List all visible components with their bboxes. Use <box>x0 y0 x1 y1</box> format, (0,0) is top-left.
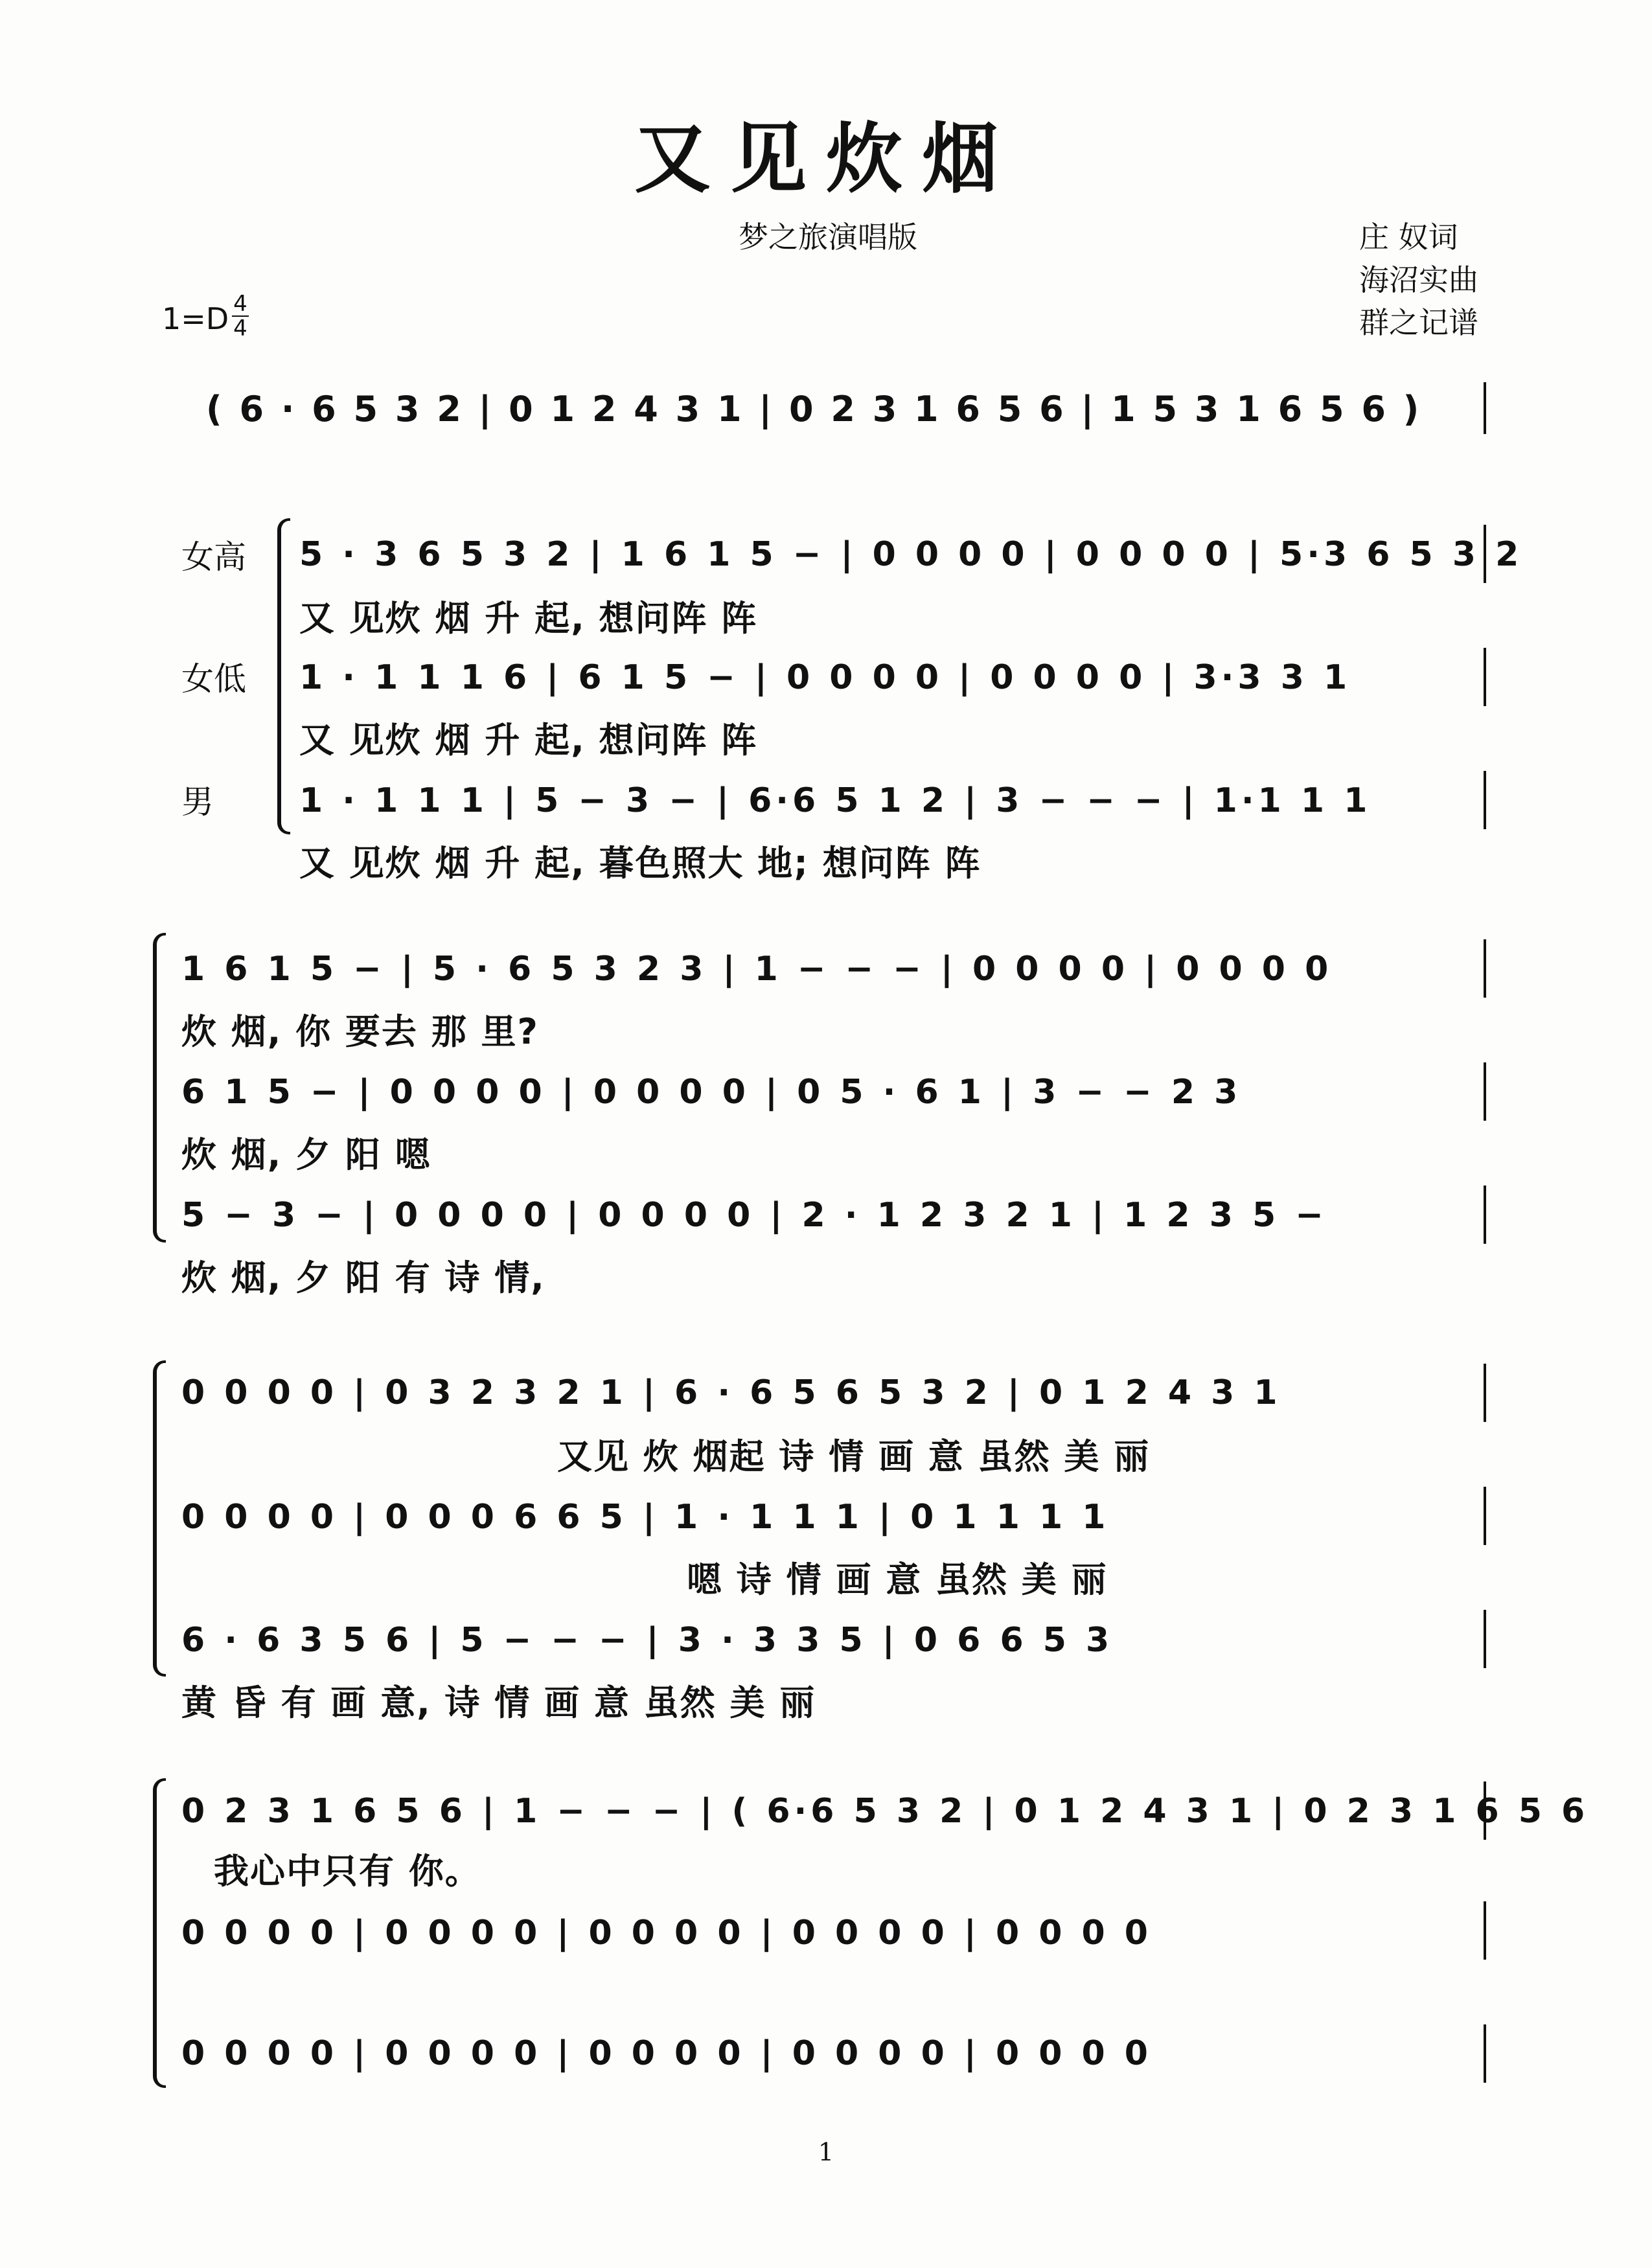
system3-soprano-notes: 0 0 0 0 | 0 3 2 3 2 1 | 6 · 6 5 6 5 3 2 | 0 1 2 4 3 1 <box>181 1373 1281 1412</box>
system3-alto-end-barline <box>1484 1487 1486 1545</box>
time-signature <box>232 293 249 339</box>
system4-soprano-lyrics: 我心中只有 你。 <box>214 1851 481 1892</box>
system2-alto-notes: 6 1 5 − | 0 0 0 0 | 0 0 0 0 | 0 5 · 6 1 | 3 − − 2 3 <box>181 1073 1242 1112</box>
system1-alto-lyrics: 又 见炊 烟 升 起, 想问阵 阵 <box>299 720 758 761</box>
time-numerator: 4 <box>233 291 247 317</box>
time-denominator: 4 <box>233 315 247 341</box>
system4-alto-end-barline <box>1484 1901 1486 1960</box>
system2-male-notes: 5 − 3 − | 0 0 0 0 | 0 0 0 0 | 2 · 1 2 3 2 1 | 1 2 3 5 − <box>181 1196 1327 1235</box>
system4-alto-notes: 0 0 0 0 | 0 0 0 0 | 0 0 0 0 | 0 0 0 0 | 0 0 0 0 <box>181 1914 1152 1953</box>
system3-male-end-barline <box>1484 1610 1486 1668</box>
transcriber-credit: 群之记谱 <box>1359 305 1478 340</box>
system2-brace <box>153 933 166 1243</box>
system4-male-end-barline <box>1484 2024 1486 2083</box>
system3-soprano-lyrics: 又见 炊 烟起 诗 情 画 意 虽然 美 丽 <box>557 1436 1151 1477</box>
lyricist-credit: 庄 奴词 <box>1359 220 1458 255</box>
system2-male-end-barline <box>1484 1186 1486 1244</box>
system1-soprano-end-barline <box>1484 525 1486 583</box>
system1-soprano-notes: 5 · 3 6 5 3 2 | 1 6 1 5 − | 0 0 0 0 | 0 0 0 0 | 5·3 6 5 3 2 <box>299 535 1523 574</box>
system2-alto-end-barline <box>1484 1062 1486 1121</box>
system3-brace <box>153 1360 166 1677</box>
system1-alto-notes: 1 · 1 1 1 6 | 6 1 5 − | 0 0 0 0 | 0 0 0 0 | 3·3 3 1 <box>299 658 1351 697</box>
intro-end-barline <box>1484 382 1486 434</box>
part-label-male: 男 <box>181 783 214 821</box>
system1-male-notes: 1 · 1 1 1 | 5 − 3 − | 6·6 5 1 2 | 3 − − − | 1·1 1 1 <box>299 781 1371 820</box>
composer-credit: 海沼实曲 <box>1359 262 1478 297</box>
system2-soprano-lyrics: 炊 烟, 你 要去 那 里? <box>181 1011 539 1052</box>
system3-male-notes: 6 · 6 3 5 6 | 5 − − − | 3 · 3 3 5 | 0 6 6 5 3 <box>181 1621 1114 1660</box>
system3-male-lyrics: 黄 昏 有 画 意, 诗 情 画 意 虽然 美 丽 <box>181 1682 816 1723</box>
system1-alto-end-barline <box>1484 648 1486 706</box>
system2-male-lyrics: 炊 烟, 夕 阳 有 诗 情, <box>181 1257 545 1298</box>
system2-soprano-notes: 1 6 1 5 − | 5 · 6 5 3 2 3 | 1 − − − | 0 0 0 0 | 0 0 0 0 <box>181 950 1333 989</box>
system1-brace <box>277 518 290 834</box>
system1-male-end-barline <box>1484 771 1486 829</box>
subtitle: 梦之旅演唱版 <box>739 220 917 255</box>
song-title: 又见炊烟 <box>634 114 1018 203</box>
page-number: 1 <box>818 2138 834 2166</box>
intro-notes: ( 6 · 6 5 3 2 | 0 1 2 4 3 1 | 0 2 3 1 6 5 6 | 1 5 3 1 6 5 6 ) <box>206 389 1422 430</box>
system1-soprano-lyrics: 又 见炊 烟 升 起, 想问阵 阵 <box>299 598 758 639</box>
part-label-alto: 女低 <box>181 660 246 698</box>
system4-male-notes: 0 0 0 0 | 0 0 0 0 | 0 0 0 0 | 0 0 0 0 | 0 0 0 0 <box>181 2034 1152 2073</box>
system1-male-lyrics: 又 见炊 烟 升 起, 暮色照大 地; 想问阵 阵 <box>299 843 981 884</box>
key-signature: 1=D <box>162 301 229 336</box>
system4-soprano-end-barline <box>1484 1781 1486 1840</box>
system4-brace <box>153 1778 166 2088</box>
system4-soprano-notes: 0 2 3 1 6 5 6 | 1 − − − | ( 6·6 5 3 2 | 0 1 2 4 3 1 | 0 2 3 1 6 5 6 <box>181 1792 1589 1831</box>
system3-alto-lyrics: 嗯 诗 情 画 意 虽然 美 丽 <box>687 1559 1108 1600</box>
system3-alto-notes: 0 0 0 0 | 0 0 0 6 6 5 | 1 · 1 1 1 | 0 1 1 1 1 <box>181 1498 1110 1537</box>
system3-soprano-end-barline <box>1484 1364 1486 1422</box>
part-label-soprano: 女高 <box>181 538 246 576</box>
system2-alto-lyrics: 炊 烟, 夕 阳 嗯 <box>181 1134 431 1175</box>
system2-soprano-end-barline <box>1484 939 1486 998</box>
